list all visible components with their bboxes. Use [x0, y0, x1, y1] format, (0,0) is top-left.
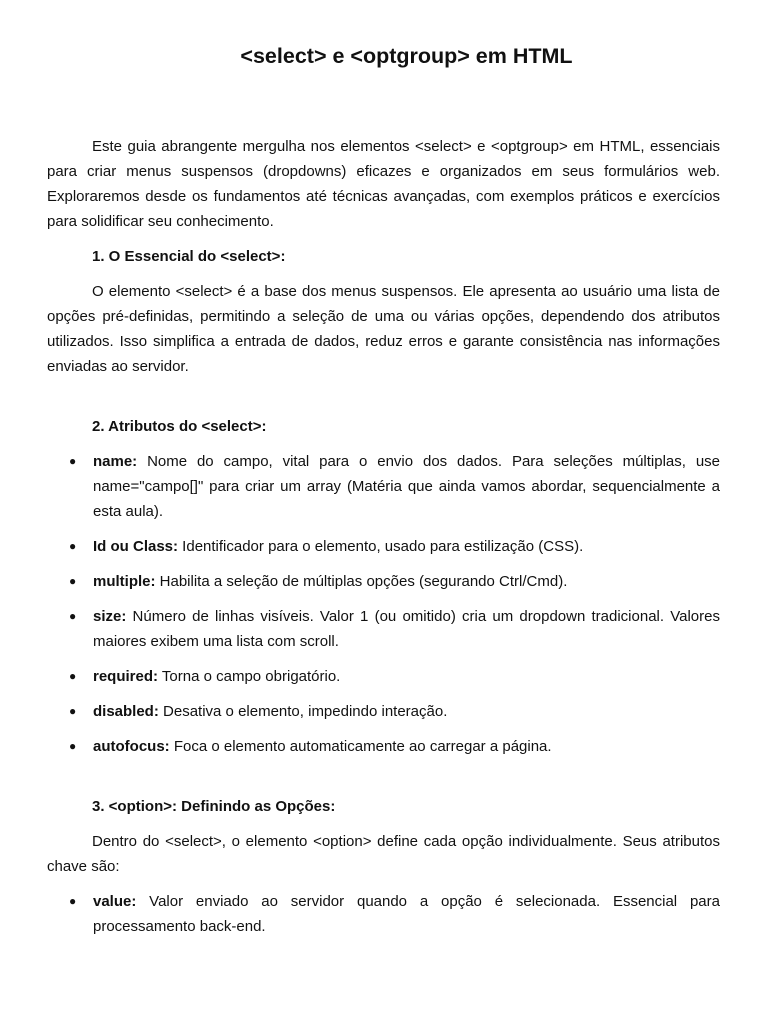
section-3-paragraph: Dentro do <select>, o elemento <option> define cada opção individualmente. Seus atributos chave são:	[47, 833, 720, 875]
list-item-term: name:	[93, 453, 138, 470]
list-item-description: Número de linhas visíveis. Valor 1 (ou omitido) cria um dropdown tradicional. Valores maiores exibem uma lista com scroll.	[93, 608, 720, 650]
section-1-paragraph: O elemento <select> é a base dos menus suspensos. Ele apresenta ao usuário uma lista de opções pré-definidas, permitindo a seleção de uma ou várias opções, dependendo dos atributos utilizados. Isso simplifica a entrada de dados, reduz erros e garante consistência nas informações enviadas ao servidor.	[47, 283, 720, 375]
list-item	[47, 569, 720, 594]
list-item	[47, 534, 720, 559]
list-item	[47, 664, 720, 689]
list-item-term: multiple:	[93, 573, 156, 590]
document-body	[47, 134, 720, 939]
list-item	[47, 449, 720, 524]
list-item-term: disabled:	[93, 703, 159, 720]
bullet-icon: ●	[69, 609, 77, 623]
list-item	[47, 699, 720, 724]
bullet-icon: ●	[69, 454, 77, 468]
section-3-heading: 3. <option>: Definindo as Opções:	[92, 798, 336, 815]
list-item	[47, 889, 720, 939]
bullet-icon: ●	[69, 669, 77, 683]
bullet-icon: ●	[69, 539, 77, 553]
list-item-description: Valor enviado ao servidor quando a opção é selecionada. Essencial para processamento back-end.	[93, 893, 720, 935]
bullet-icon: ●	[69, 739, 77, 753]
list-item-term: size:	[93, 608, 127, 625]
section-3-attribute-list	[47, 889, 720, 939]
section-2-heading: 2. Atributos do <select>:	[92, 418, 267, 435]
bullet-icon: ●	[69, 574, 77, 588]
list-item-description: Habilita a seleção de múltiplas opções (segurando Ctrl/Cmd).	[155, 573, 568, 590]
list-item-term: value:	[93, 893, 137, 910]
list-item	[47, 604, 720, 654]
list-item-description: Desativa o elemento, impedindo interação.	[158, 703, 448, 720]
list-item	[47, 734, 720, 759]
intro-paragraph: Este guia abrangente mergulha nos elementos <select> e <optgroup> em HTML, essenciais para criar menus suspensos (dropdowns) eficazes e organizados em seus formulários web. Exploraremos desde os fundamentos até técnicas avançadas, com exemplos práticos e exercícios para solidificar seu conhecimento.	[47, 138, 720, 230]
list-item-term: required:	[93, 668, 159, 685]
list-item-description: Torna o campo obrigatório.	[158, 668, 341, 685]
document-title: <select> e <optgroup> em HTML	[240, 44, 573, 68]
list-item-description: Identificador para o elemento, usado para estilização (CSS).	[178, 538, 584, 555]
section-2-attribute-list	[47, 449, 720, 759]
list-item-description: Nome do campo, vital para o envio dos dados. Para seleções múltiplas, use name="campo[]" para criar um array (Matéria que ainda vamos abordar, sequencialmente a esta aula).	[93, 453, 720, 520]
list-item-description: Foca o elemento automaticamente ao carregar a página.	[169, 738, 552, 755]
list-item-term: autofocus:	[93, 738, 170, 755]
list-item-term: Id ou Class:	[93, 538, 179, 555]
section-1-heading: 1. O Essencial do <select>:	[92, 248, 286, 265]
bullet-icon: ●	[69, 704, 77, 718]
bullet-icon: ●	[69, 894, 77, 908]
